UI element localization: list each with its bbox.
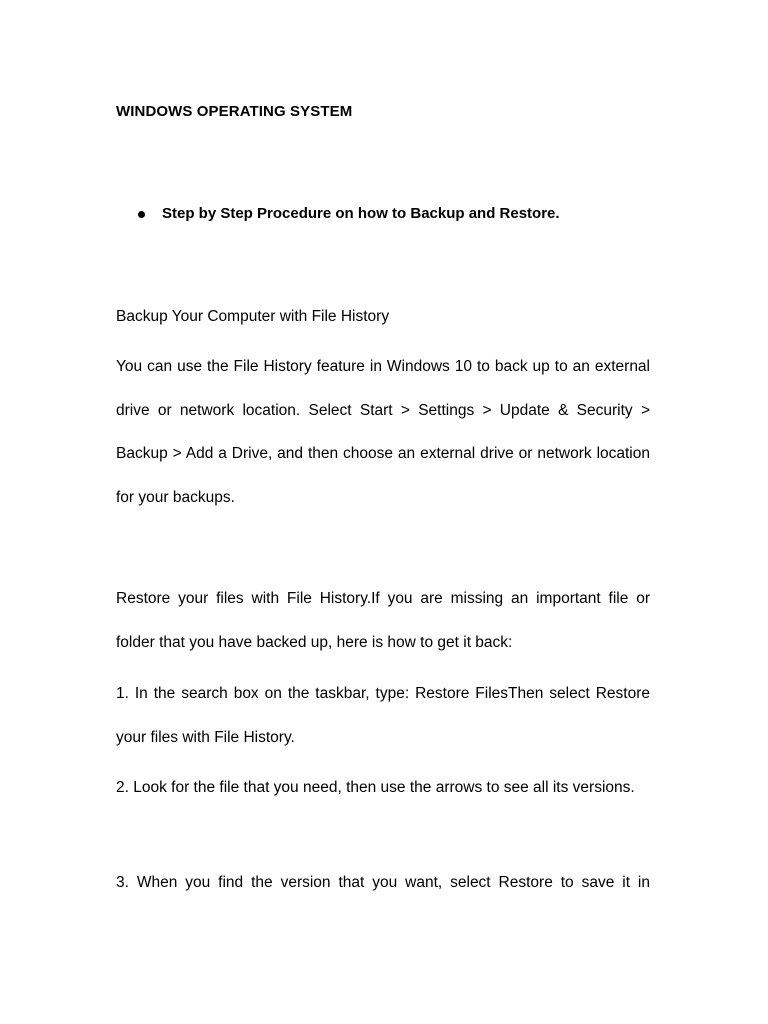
step-2-paragraph: 2. Look for the file that you need, then use the arrows to see all its versions. [116,779,635,796]
section-title: Backup Your Computer with File History [116,308,390,325]
bullet-dot-icon [138,211,145,218]
step-3-paragraph: 3. When you find the version that you want, select Restore to save it in [116,874,650,891]
bullet-text: Step by Step Procedure on how to Backup and Restore. [162,205,560,222]
restore-paragraph: Restore your files with File History.If you are missing an important file or folder that you have backed up, here is how to get it back: [116,590,650,651]
intro-paragraph: You can use the File History feature in Windows 10 to back up to an external drive or network location. Select Start > Settings > Update & Security > Backup > Add a Drive, and then choose an external drive or network location for your backups. [116,358,650,506]
document-heading: WINDOWS OPERATING SYSTEM [116,103,353,120]
step-1-paragraph: 1. In the search box on the taskbar, type: Restore FilesThen select Restore your files with File History. [116,685,650,746]
document-page [116,0,650,1024]
